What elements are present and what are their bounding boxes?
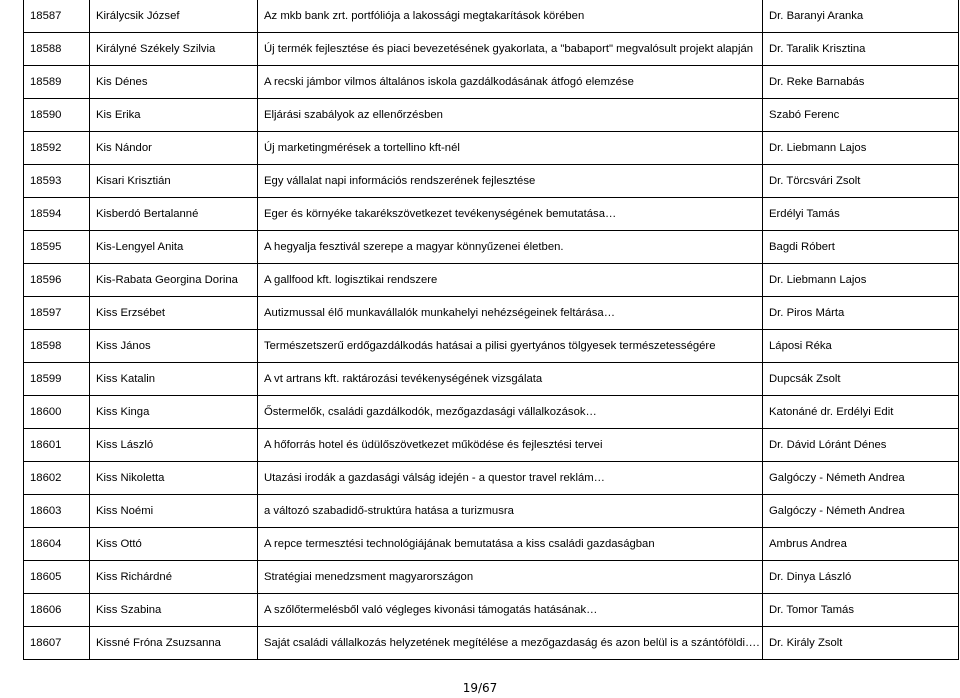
cell-thesis-id: 18596 — [24, 264, 90, 297]
cell-student-name: Kis-Rabata Georgina Dorina — [90, 264, 258, 297]
cell-supervisor: Dr. Reke Barnabás — [763, 66, 959, 99]
cell-thesis-id: 18606 — [24, 594, 90, 627]
cell-supervisor: Ambrus Andrea — [763, 528, 959, 561]
cell-supervisor: Dr. Tomor Tamás — [763, 594, 959, 627]
table-row — [24, 132, 959, 165]
table-row — [24, 231, 959, 264]
cell-student-name: Kissné Fróna Zsuzsanna — [90, 627, 258, 660]
cell-thesis-id: 18588 — [24, 33, 90, 66]
cell-student-name: Kis Erika — [90, 99, 258, 132]
cell-thesis-title: A repce termesztési technológiájának bemutatása a kiss családi gazdaságban — [258, 528, 763, 561]
cell-thesis-title: A szőlőtermelésből való végleges kivonási támogatás hatásának… — [258, 594, 763, 627]
cell-thesis-title: A hőforrás hotel és üdülőszövetkezet működése és fejlesztési tervei — [258, 429, 763, 462]
table-row — [24, 0, 959, 33]
cell-student-name: Kis-Lengyel Anita — [90, 231, 258, 264]
cell-thesis-id: 18602 — [24, 462, 90, 495]
cell-student-name: Kiss Richárdné — [90, 561, 258, 594]
cell-thesis-id: 18597 — [24, 297, 90, 330]
cell-student-name: Kiss Nikoletta — [90, 462, 258, 495]
cell-thesis-title: Utazási irodák a gazdasági válság idején - a questor travel reklám… — [258, 462, 763, 495]
cell-thesis-title: Autizmussal élő munkavállalók munkahelyi nehézségeinek feltárása… — [258, 297, 763, 330]
table-row — [24, 462, 959, 495]
cell-thesis-id: 18590 — [24, 99, 90, 132]
table-row — [24, 627, 959, 660]
cell-supervisor: Galgóczy - Németh Andrea — [763, 462, 959, 495]
cell-supervisor: Dr. Piros Márta — [763, 297, 959, 330]
cell-supervisor: Dupcsák Zsolt — [763, 363, 959, 396]
table-row — [24, 330, 959, 363]
cell-supervisor: Dr. Baranyi Aranka — [763, 0, 959, 33]
cell-supervisor: Katonáné dr. Erdélyi Edit — [763, 396, 959, 429]
table-row — [24, 363, 959, 396]
cell-supervisor: Dr. Dinya László — [763, 561, 959, 594]
cell-thesis-title: A gallfood kft. logisztikai rendszere — [258, 264, 763, 297]
cell-thesis-title: a változó szabadidő-struktúra hatása a turizmusra — [258, 495, 763, 528]
cell-thesis-title: Új marketingmérések a tortellino kft-nél — [258, 132, 763, 165]
table-row — [24, 495, 959, 528]
cell-thesis-title: A vt artrans kft. raktározási tevékenységének vizsgálata — [258, 363, 763, 396]
cell-thesis-id: 18592 — [24, 132, 90, 165]
table-row — [24, 594, 959, 627]
cell-thesis-id: 18603 — [24, 495, 90, 528]
cell-student-name: Kis Nándor — [90, 132, 258, 165]
cell-student-name: Kiss Ottó — [90, 528, 258, 561]
cell-student-name: Kiss Katalin — [90, 363, 258, 396]
table-row — [24, 198, 959, 231]
cell-student-name: Kiss Noémi — [90, 495, 258, 528]
table-row — [24, 264, 959, 297]
cell-thesis-id: 18587 — [24, 0, 90, 33]
cell-thesis-id: 18607 — [24, 627, 90, 660]
cell-thesis-title: A recski jámbor vilmos általános iskola gazdálkodásának átfogó elemzése — [258, 66, 763, 99]
cell-supervisor: Dr. Király Zsolt — [763, 627, 959, 660]
cell-thesis-title: Eljárási szabályok az ellenőrzésben — [258, 99, 763, 132]
cell-thesis-id: 18601 — [24, 429, 90, 462]
cell-thesis-id: 18598 — [24, 330, 90, 363]
cell-supervisor: Dr. Liebmann Lajos — [763, 264, 959, 297]
table-row — [24, 396, 959, 429]
cell-supervisor: Bagdi Róbert — [763, 231, 959, 264]
cell-thesis-id: 18593 — [24, 165, 90, 198]
cell-student-name: Királycsik József — [90, 0, 258, 33]
cell-student-name: Kiss Kinga — [90, 396, 258, 429]
cell-student-name: Királyné Székely Szilvia — [90, 33, 258, 66]
cell-thesis-title: Stratégiai menedzsment magyarországon — [258, 561, 763, 594]
cell-student-name: Kiss Erzsébet — [90, 297, 258, 330]
cell-student-name: Kiss János — [90, 330, 258, 363]
cell-thesis-title: Eger és környéke takarékszövetkezet tevékenységének bemutatása… — [258, 198, 763, 231]
cell-supervisor: Dr. Taralik Krisztina — [763, 33, 959, 66]
cell-supervisor: Galgóczy - Németh Andrea — [763, 495, 959, 528]
cell-thesis-title: Őstermelők, családi gazdálkodók, mezőgazdasági vállalkozások… — [258, 396, 763, 429]
cell-student-name: Kisberdó Bertalanné — [90, 198, 258, 231]
table-row — [24, 99, 959, 132]
cell-thesis-title: Saját családi vállalkozás helyzetének megítélése a mezőgazdaság és azon belül is a szántóföldi…. — [258, 627, 763, 660]
cell-supervisor: Erdélyi Tamás — [763, 198, 959, 231]
cell-student-name: Kisari Krisztián — [90, 165, 258, 198]
table-row — [24, 528, 959, 561]
cell-thesis-id: 18600 — [24, 396, 90, 429]
table-row — [24, 429, 959, 462]
cell-thesis-title: Egy vállalat napi információs rendszerének fejlesztése — [258, 165, 763, 198]
cell-thesis-title: Természetszerű erdőgazdálkodás hatásai a pilisi gyertyános tölgyesek természetességére — [258, 330, 763, 363]
cell-thesis-id: 18604 — [24, 528, 90, 561]
table-row — [24, 66, 959, 99]
cell-thesis-id: 18599 — [24, 363, 90, 396]
cell-supervisor: Dr. Liebmann Lajos — [763, 132, 959, 165]
cell-supervisor: Dr. Dávid Lóránt Dénes — [763, 429, 959, 462]
cell-thesis-id: 18589 — [24, 66, 90, 99]
cell-thesis-id: 18595 — [24, 231, 90, 264]
cell-supervisor: Dr. Törcsvári Zsolt — [763, 165, 959, 198]
cell-thesis-id: 18594 — [24, 198, 90, 231]
thesis-table-body — [24, 0, 959, 660]
cell-student-name: Kiss László — [90, 429, 258, 462]
table-row — [24, 297, 959, 330]
page-number: 19/67 — [462, 681, 498, 695]
cell-thesis-title: Új termék fejlesztése és piaci bevezetésének gyakorlata, a "babaport" megvalósult projekt alapján — [258, 33, 763, 66]
cell-supervisor: Láposi Réka — [763, 330, 959, 363]
table-row — [24, 33, 959, 66]
table-row — [24, 165, 959, 198]
cell-thesis-title: Az mkb bank zrt. portfóliója a lakossági megtakarítások körében — [258, 0, 763, 33]
thesis-table — [23, 0, 959, 660]
table-row — [24, 561, 959, 594]
cell-thesis-id: 18605 — [24, 561, 90, 594]
cell-supervisor: Szabó Ferenc — [763, 99, 959, 132]
cell-thesis-title: A hegyalja fesztivál szerepe a magyar könnyűzenei életben. — [258, 231, 763, 264]
cell-student-name: Kiss Szabina — [90, 594, 258, 627]
cell-student-name: Kis Dénes — [90, 66, 258, 99]
